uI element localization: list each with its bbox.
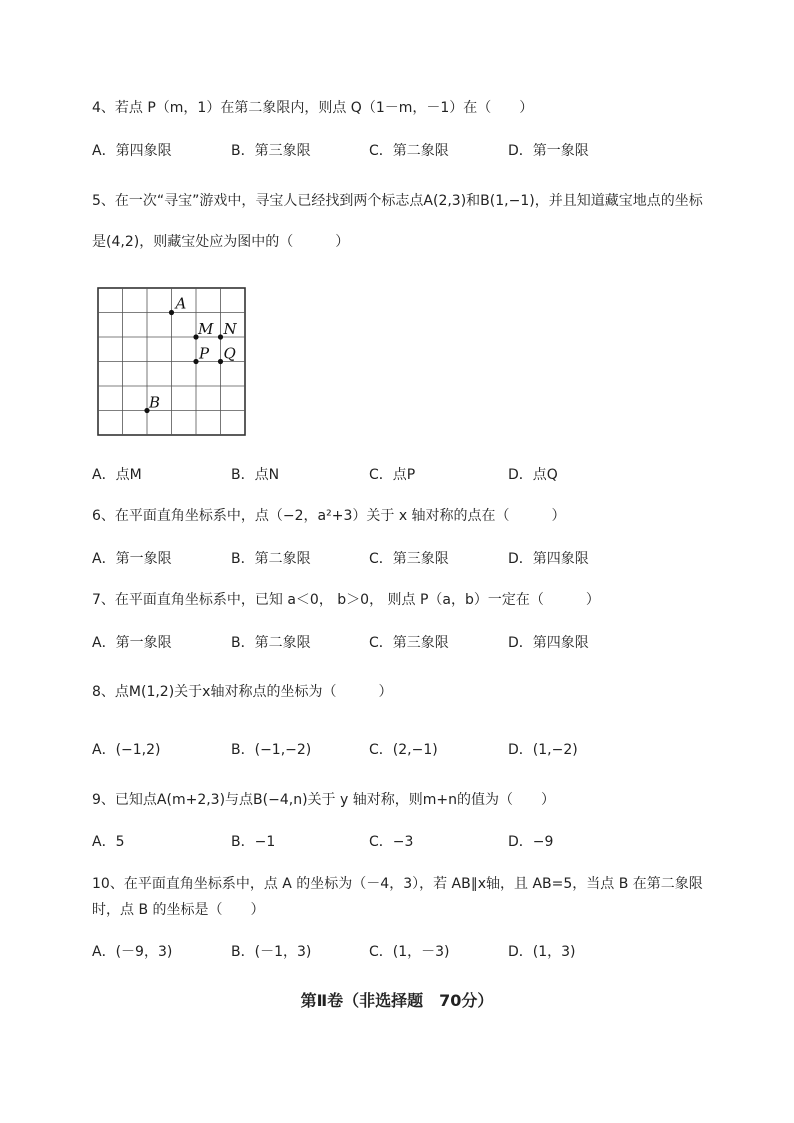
option-d[interactable]: D．第一象限 xyxy=(508,143,589,159)
option-a[interactable]: A．(−1,2) xyxy=(92,742,161,758)
option-d[interactable]: D．−9 xyxy=(508,834,554,850)
question-6-options xyxy=(92,549,652,569)
option-c[interactable]: C．第二象限 xyxy=(369,143,449,159)
option-b[interactable]: B．第二象限 xyxy=(231,551,311,567)
question-8-options xyxy=(92,740,652,760)
option-d[interactable]: D．点Q xyxy=(508,467,558,483)
section-title: 第Ⅱ卷（非选择题 70分） xyxy=(300,991,494,1010)
grid-figure xyxy=(96,286,248,442)
option-c[interactable]: C．第三象限 xyxy=(369,635,449,651)
option-a[interactable]: A．第一象限 xyxy=(92,551,172,567)
point-label-n: N xyxy=(223,320,237,338)
option-c[interactable]: C．(1，－3) xyxy=(369,944,450,960)
point-n xyxy=(218,334,223,339)
option-a[interactable]: A．点M xyxy=(92,467,142,483)
option-b[interactable]: B．第二象限 xyxy=(231,635,311,651)
point-label-q: Q xyxy=(223,344,236,363)
option-c[interactable]: C．−3 xyxy=(369,834,414,850)
point-label-b: B xyxy=(149,393,161,412)
question-7-options xyxy=(92,633,652,653)
point-a xyxy=(169,310,174,315)
option-d[interactable]: D．(1,−2) xyxy=(508,742,578,758)
option-a[interactable]: A．第一象限 xyxy=(92,635,172,651)
question-7-stem: 7、在平面直角坐标系中，已知 a＜0， b＞0， 则点 P（a，b）一定在（ ） xyxy=(92,592,600,608)
point-label-p: P xyxy=(199,344,210,363)
option-d[interactable]: D．第四象限 xyxy=(508,635,589,651)
point-label-m: M xyxy=(198,320,214,338)
option-a[interactable]: A．5 xyxy=(92,834,125,850)
option-a[interactable]: A．(－9，3) xyxy=(92,944,173,960)
question-5-options xyxy=(92,465,652,485)
point-p xyxy=(193,359,198,364)
option-c[interactable]: C．(2,−1) xyxy=(369,742,438,758)
point-label-a: A xyxy=(175,294,187,313)
question-5-stem-line2: 是(4,2)，则藏宝处应为图中的（ ） xyxy=(92,234,350,250)
question-9-options xyxy=(92,832,652,852)
option-b[interactable]: B．(−1,−2) xyxy=(231,742,312,758)
option-d[interactable]: D．第四象限 xyxy=(508,551,589,567)
option-b[interactable]: B．(－1，3) xyxy=(231,944,312,960)
question-6-stem: 6、在平面直角坐标系中，点（−2，a²+3）关于 x 轴对称的点在（ ） xyxy=(92,508,566,524)
option-d[interactable]: D．(1，3) xyxy=(508,944,576,960)
option-a[interactable]: A．第四象限 xyxy=(92,143,172,159)
question-10-stem-line1: 10、在平面直角坐标系中，点 A 的坐标为（－4，3），若 AB∥x轴，且 AB=5，当点 B 在第二象限 xyxy=(92,876,703,892)
option-c[interactable]: C．点P xyxy=(369,467,416,483)
question-10-options xyxy=(92,942,652,962)
option-b[interactable]: B．−1 xyxy=(231,834,276,850)
question-5-stem-line1: 5、在一次“寻宝”游戏中，寻宝人已经找到两个标志点A(2,3)和B(1,−1)，并且知道藏宝地点的坐标 xyxy=(92,193,703,209)
question-4-options xyxy=(92,141,652,161)
question-4-stem: 4、若点 P（m，1）在第二象限内，则点 Q（1－m，－1）在（ ） xyxy=(92,100,534,116)
point-q xyxy=(218,359,223,364)
question-8-stem: 8、点M(1,2)关于x轴对称点的坐标为（ ） xyxy=(92,684,393,700)
question-10-stem-line2: 时，点 B 的坐标是（ ） xyxy=(92,902,265,918)
question-9-stem: 9、已知点A(m+2,3)与点B(−4,n)关于 y 轴对称，则m+n的值为（ ） xyxy=(92,792,555,808)
option-b[interactable]: B．第三象限 xyxy=(231,143,311,159)
option-c[interactable]: C．第三象限 xyxy=(369,551,449,567)
grid-svg xyxy=(96,286,248,438)
option-b[interactable]: B．点N xyxy=(231,467,280,483)
